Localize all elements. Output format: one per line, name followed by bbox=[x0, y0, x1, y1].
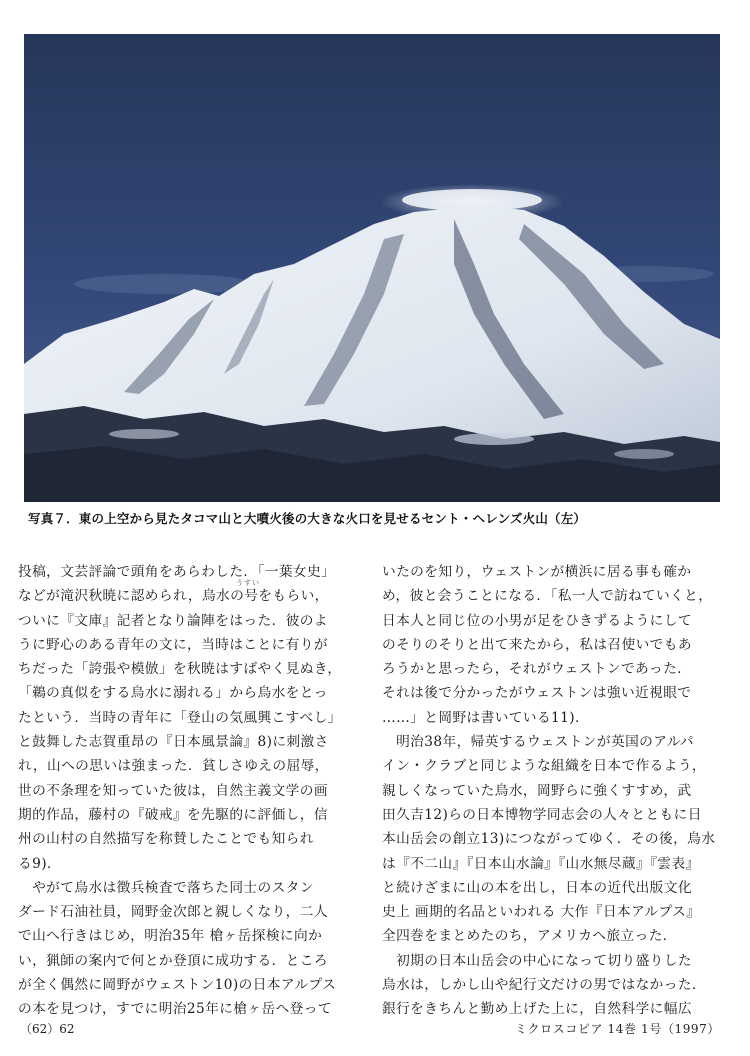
text-line: で山へ行きはじめ，明治35年 槍ヶ岳探検に向か bbox=[18, 928, 323, 945]
article-right-column bbox=[382, 560, 734, 1022]
text-line: うに野心のある青年の文に，当時はことに有りが bbox=[18, 636, 328, 653]
text-line: やがて烏水は徴兵検査で落ちた同士のスタン bbox=[18, 879, 314, 896]
text-line: 全四巻をまとめたのち，アメリカへ旅立った． bbox=[382, 928, 677, 945]
text-line: は『不二山』『日本山水論』『山水無尽蔵』『雲表』 bbox=[382, 855, 700, 872]
text-line: イン・クラブと同じような組織を日本で作るよう， bbox=[382, 758, 707, 775]
text-line: 田久吉12)らの日本博物学同志会の人々とともに日 bbox=[382, 806, 702, 823]
text-line: 世の不条理を知っていた彼は，自然主義文学の画 bbox=[18, 782, 328, 799]
text-line: 期的作品，藤村の『破戒』を先駆的に評価し，信 bbox=[18, 806, 328, 823]
text-line: いたのを知り，ウェストンが横浜に居る事も確か bbox=[382, 564, 692, 580]
text-line: が全く偶然に岡野がウェストン10)の日本アルプス bbox=[18, 977, 337, 994]
ruby-annotation: うすい bbox=[236, 579, 260, 587]
text-line: い，猟師の案内で何とか登頂に成功する．ところ bbox=[18, 952, 328, 969]
page-number: （62）62 bbox=[20, 1022, 75, 1036]
figure-caption: 写真７．東の上空から見たタコマ山と大噴火後の大きな火口を見せるセント・ヘレンズ火山（左） bbox=[28, 511, 587, 526]
text-line: のそりのそりと出て来たから，私は召使いでもあ bbox=[382, 636, 692, 653]
text-line: ちだった「誇張や模倣」を秋暁はすばやく見ぬき， bbox=[18, 661, 342, 678]
text-line: ダード石油社員，岡野金次郎と親しくなり，二人 bbox=[18, 904, 328, 921]
journal-citation: ミクロスコピア 14巻 1号（1997） bbox=[514, 1022, 720, 1036]
text-line: め，彼と会うことになる．「私一人で訪ねていくと， bbox=[382, 588, 713, 605]
text-line: 史上 画期的名品といわれる 大作『日本アルプス』 bbox=[382, 904, 701, 921]
text-line: 州の山村の自然描写を称賛したことでも知られ bbox=[18, 831, 314, 848]
text-line: 初期の日本山岳会の中心になって切り盛りした bbox=[382, 952, 692, 969]
text-line: 投稿，文芸評論で頭角をあらわした．「一葉女史」 bbox=[18, 564, 336, 580]
text-line: 親しくなっていた烏水，岡野らに強くすすめ，武 bbox=[382, 782, 692, 799]
text-line: それは後で分かったがウェストンは強い近視眼で bbox=[382, 685, 692, 702]
text-line: 本山岳会の創立13)につながってゆく．その後，烏水 bbox=[382, 831, 716, 848]
text-line: たという．当時の青年に「登山の気風興こすべし」 bbox=[18, 709, 342, 726]
text-line: 烏水は，しかし山や紀行文だけの男ではなかった． bbox=[382, 977, 707, 994]
text-line: 明治38年，帰英するウェストンが英国のアルパ bbox=[382, 734, 695, 751]
mountain-photo bbox=[24, 34, 720, 502]
text-line: と鼓舞した志賀重昂の『日本風景論』8)に刺激さ bbox=[18, 734, 329, 751]
text-line: の本を見つけ，すでに明治25年に槍ヶ岳へ登って bbox=[18, 1001, 332, 1018]
text-line: 「鵜の真似をする烏水に溺れる」から烏水をとっ bbox=[18, 685, 328, 702]
text-line: と続けざまに山の本を出し，日本の近代出版文化 bbox=[382, 879, 692, 896]
text-line: ついに『文庫』記者となり論陣をはった．彼のよ bbox=[18, 612, 328, 629]
article-left-column bbox=[18, 560, 370, 1022]
text-line: ろうかと思ったら，それがウェストンであった． bbox=[382, 661, 692, 678]
text-line: れ，山への思いは強まった．貧しさゆえの屈辱， bbox=[18, 758, 329, 775]
text-line: る9)． bbox=[18, 855, 62, 872]
text-line: 銀行をきちんと勤め上げた上に，自然科学に幅広 bbox=[382, 1001, 692, 1018]
text-line: 日本人と同じ位の小男が足をひきずるようにして bbox=[382, 612, 692, 629]
text-line: などが滝沢秋暁に認められ，烏水の号をもらい， bbox=[18, 588, 329, 605]
text-line: ……」と岡野は書いている11)． bbox=[382, 709, 590, 726]
